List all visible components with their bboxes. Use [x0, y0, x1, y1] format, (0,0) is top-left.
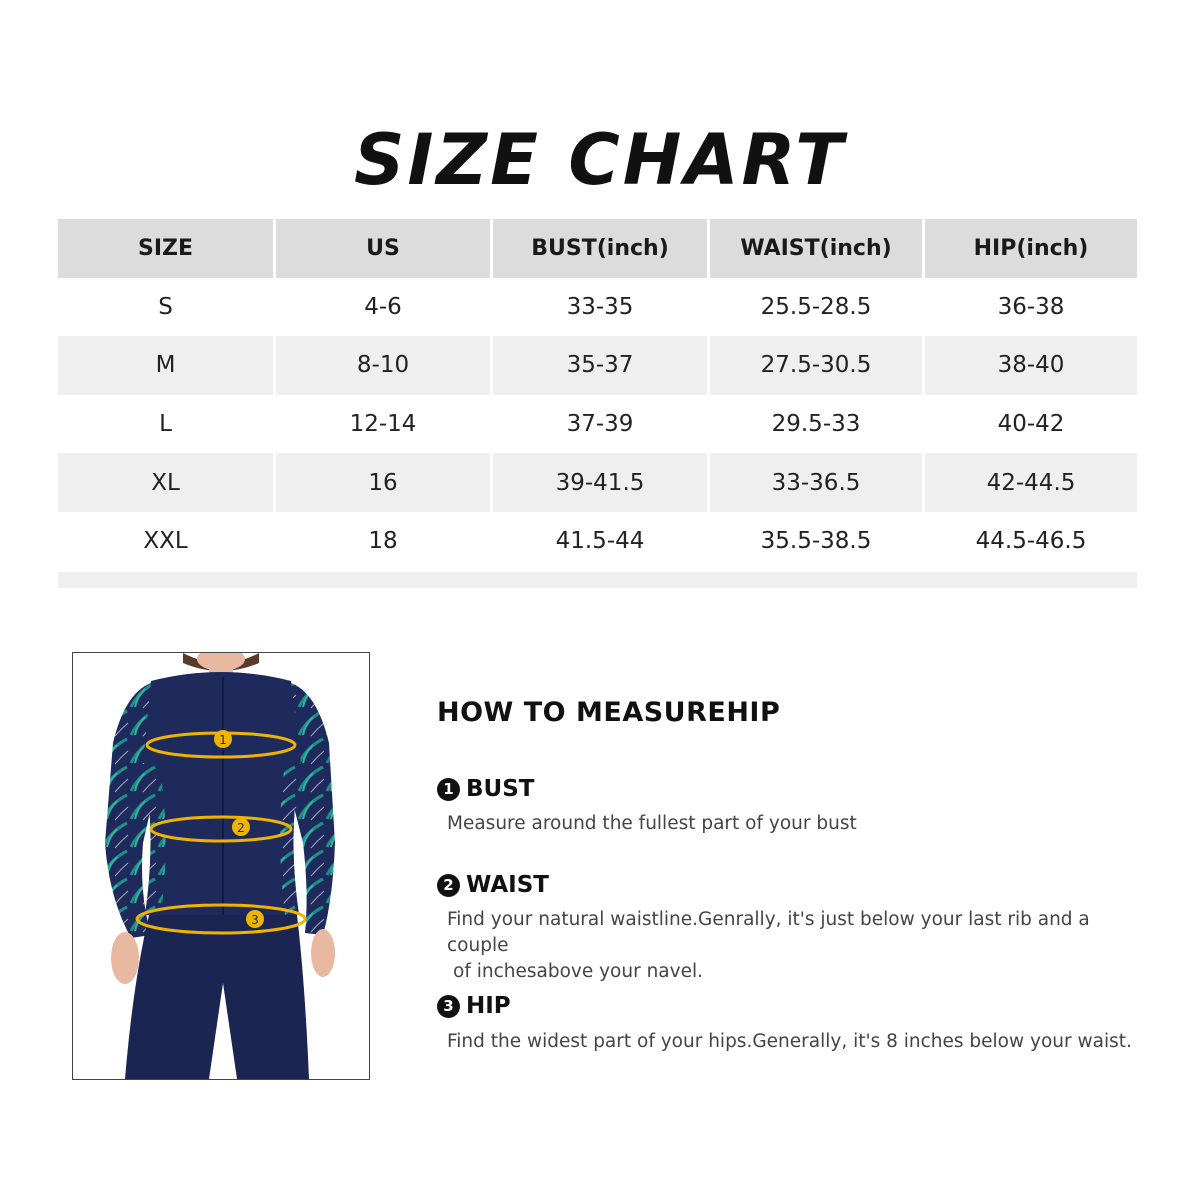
- cell-size: XL: [58, 453, 273, 512]
- cell-size: XXL: [58, 512, 273, 571]
- page-title: SIZE CHART: [353, 119, 847, 201]
- bust-heading: [437, 776, 534, 802]
- number-2-icon: 2: [437, 874, 460, 897]
- hip-description: [447, 1029, 1147, 1055]
- howto-heading: HOW TO MEASUREHIP: [437, 697, 781, 728]
- marker-1: 1: [219, 733, 227, 747]
- cell-us: 8-10: [273, 336, 490, 395]
- waist-description: [447, 907, 1147, 985]
- cell-waist: 27.5-30.5: [707, 336, 922, 395]
- hip-title: HIP: [466, 993, 511, 1019]
- marker-3: 3: [251, 913, 259, 927]
- waist-heading: [437, 872, 549, 898]
- waist-title: WAIST: [466, 872, 549, 898]
- bust-description: [447, 811, 1147, 837]
- cell-size: L: [58, 395, 273, 454]
- cell-waist: 33-36.5: [707, 453, 922, 512]
- header-us: US: [273, 219, 490, 278]
- cell-bust: 41.5-44: [490, 512, 707, 571]
- marker-2: 2: [237, 821, 245, 835]
- size-table: [58, 219, 1137, 571]
- header-bust: BUST(inch): [490, 219, 707, 278]
- cell-us: 18: [273, 512, 490, 571]
- cell-us: 4-6: [273, 278, 490, 337]
- table-row: [58, 278, 1137, 337]
- header-waist: WAIST(inch): [707, 219, 922, 278]
- table-footer-strip: [58, 572, 1137, 588]
- model-figure: [72, 652, 370, 1080]
- hip-heading: [437, 993, 511, 1019]
- cell-size: M: [58, 336, 273, 395]
- number-3-icon: 3: [437, 995, 460, 1018]
- table-row: [58, 512, 1137, 571]
- cell-waist: 35.5-38.5: [707, 512, 922, 571]
- cell-size: S: [58, 278, 273, 337]
- model-illustration: [73, 653, 369, 1079]
- cell-hip: 36-38: [922, 278, 1137, 337]
- cell-bust: 37-39: [490, 395, 707, 454]
- cell-waist: 25.5-28.5: [707, 278, 922, 337]
- bust-desc-line: Measure around the fullest part of your bust: [447, 813, 857, 834]
- cell-hip: 40-42: [922, 395, 1137, 454]
- header-hip: HIP(inch): [922, 219, 1137, 278]
- header-size: SIZE: [58, 219, 273, 278]
- table-row: [58, 395, 1137, 454]
- waist-desc-line: Find your natural waistline.Genrally, it's just below your last rib and a couple: [447, 909, 1090, 956]
- cell-hip: 38-40: [922, 336, 1137, 395]
- table-row: [58, 336, 1137, 395]
- cell-bust: 39-41.5: [490, 453, 707, 512]
- waist-desc-line: of inchesabove your navel.: [453, 961, 703, 982]
- cell-waist: 29.5-33: [707, 395, 922, 454]
- cell-hip: 42-44.5: [922, 453, 1137, 512]
- cell-hip: 44.5-46.5: [922, 512, 1137, 571]
- hip-desc-line: Find the widest part of your hips.Generally, it's 8 inches below your waist.: [447, 1031, 1132, 1052]
- cell-us: 16: [273, 453, 490, 512]
- number-1-icon: 1: [437, 778, 460, 801]
- cell-us: 12-14: [273, 395, 490, 454]
- bust-title: BUST: [466, 776, 535, 802]
- table-row: [58, 453, 1137, 512]
- table-header-row: [58, 219, 1137, 278]
- cell-bust: 35-37: [490, 336, 707, 395]
- cell-bust: 33-35: [490, 278, 707, 337]
